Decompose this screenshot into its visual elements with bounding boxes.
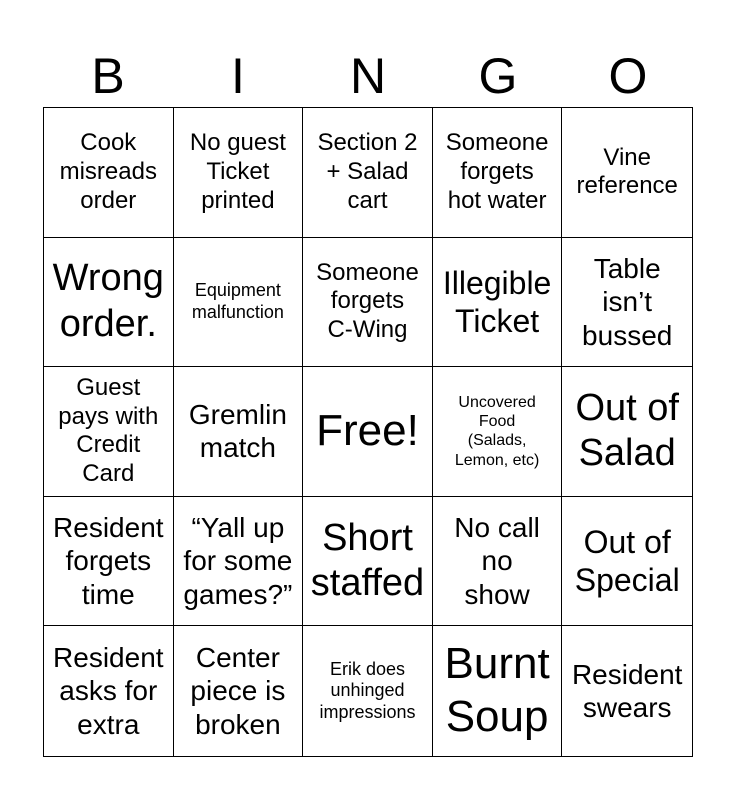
bingo-cell[interactable] (44, 108, 174, 238)
cell-text: Erik does unhinged impressions (319, 658, 416, 722)
cell-text: “Yall up for some games?” (183, 511, 293, 610)
bingo-header (43, 44, 693, 108)
bingo-cell[interactable] (44, 238, 174, 368)
bingo-cell[interactable] (562, 626, 692, 756)
header-letter-b: B (91, 48, 125, 104)
header-letter-i: I (231, 48, 245, 104)
bingo-cell[interactable] (433, 626, 563, 756)
bingo-cell[interactable] (174, 626, 304, 756)
cell-text: Table isn’t bussed (582, 252, 673, 351)
bingo-cell[interactable] (44, 497, 174, 627)
cell-text: Wrong order. (52, 257, 164, 345)
bingo-cell[interactable] (433, 238, 563, 368)
cell-text: Section 2 + Salad cart (317, 129, 418, 214)
bingo-cell[interactable] (174, 497, 304, 627)
cell-text: Burnt Soup (444, 639, 550, 742)
header-letter-g: G (478, 48, 518, 104)
bingo-cell[interactable] (303, 108, 433, 238)
bingo-cell[interactable] (174, 108, 304, 238)
bingo-cell[interactable] (433, 497, 563, 627)
cell-text: Resident swears (571, 658, 683, 724)
cell-text: Gremlin match (188, 398, 287, 464)
cell-text: Out of Salad (575, 386, 679, 475)
cell-text: Someone forgets hot water (445, 129, 549, 214)
cell-text: Resident asks for extra (53, 641, 164, 740)
bingo-board (43, 107, 693, 757)
bingo-cell[interactable] (303, 497, 433, 627)
header-letter-n: N (349, 48, 387, 104)
bingo-cell[interactable] (433, 367, 563, 497)
bingo-cell[interactable] (174, 367, 304, 497)
bingo-cell[interactable] (303, 626, 433, 756)
free-space-text: Free! (316, 406, 419, 456)
cell-text: Resident forgets time (53, 511, 164, 610)
cell-text: Guest pays with Credit Card (58, 373, 159, 488)
cell-text: Uncovered Food (Salads, Lemon, etc) (454, 394, 540, 469)
cell-text: Short staffed (310, 516, 425, 605)
cell-text: Equipment malfunction (191, 280, 284, 322)
cell-text: Out of Special (574, 523, 680, 599)
cell-text: Vine reference (576, 143, 678, 200)
bingo-cell[interactable] (303, 238, 433, 368)
bingo-cell[interactable] (44, 367, 174, 497)
cell-text: Center piece is broken (190, 641, 286, 740)
cell-text: Cook misreads order (59, 129, 157, 214)
bingo-cell[interactable] (174, 238, 304, 368)
bingo-cell free-space[interactable] (303, 367, 433, 497)
bingo-cell[interactable] (562, 108, 692, 238)
bingo-cell[interactable] (562, 367, 692, 497)
cell-text: Someone forgets C-Wing (316, 258, 419, 344)
cell-text: Illegible Ticket (442, 264, 552, 339)
bingo-cell[interactable] (562, 497, 692, 627)
cell-text: No guest Ticket printed (189, 129, 286, 214)
bingo-cell[interactable] (562, 238, 692, 368)
bingo-cell[interactable] (433, 108, 563, 238)
bingo-cell[interactable] (44, 626, 174, 756)
cell-text: No call no show (454, 511, 540, 610)
header-letter-o: O (608, 48, 648, 104)
